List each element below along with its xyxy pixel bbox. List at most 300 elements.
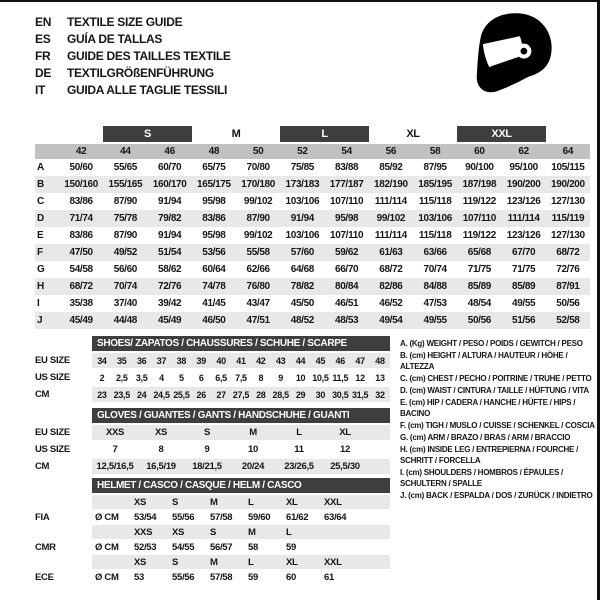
language-code: DE (35, 66, 52, 80)
textile-row-c (35, 193, 590, 210)
table-cell: S (203, 427, 211, 438)
table-cell: 103/106 (285, 230, 320, 241)
table-cell: 50/60 (69, 162, 93, 173)
table-cell: 48/52 (290, 315, 315, 326)
table-cell: 42 (256, 355, 266, 366)
table-cell: 85/89 (467, 281, 492, 292)
row-label: FIA (35, 511, 50, 523)
table-cell: 103/106 (418, 213, 452, 224)
table-cell: 59 (286, 541, 296, 553)
table-cell: 10 (295, 372, 306, 383)
table-cell: 60 (286, 571, 296, 583)
shoes-table-rows (35, 353, 390, 402)
table-cell: 4 (159, 372, 164, 383)
table-cell: 66/70 (334, 264, 359, 275)
table-cell: 59/62 (334, 247, 359, 258)
table-cell: 55/65 (113, 162, 138, 173)
legend-item: D. (cm) WAIST / CINTURA / TAILLE / HÜFTUNG / VITA (400, 386, 589, 395)
table-cell: XL (339, 427, 351, 438)
table-cell: 91/94 (290, 213, 315, 224)
row-area (92, 540, 390, 554)
table-cell: 84/88 (423, 281, 447, 292)
column-header: 54 (341, 146, 352, 157)
helmet-row (35, 570, 390, 584)
helmet-table-rows (35, 495, 390, 584)
row-label: CM (35, 461, 50, 472)
table-cell: S (210, 526, 217, 538)
shoes-row (35, 353, 390, 368)
table-cell: 123/126 (506, 196, 541, 207)
table-cell: 45/49 (69, 315, 93, 326)
table-cell: XL (286, 496, 298, 508)
legend-item: F. (cm) TIGH / MUSLO / CUISSE / SCHENKEL / COSCIA (400, 421, 595, 430)
legend-item: C. (cm) CHEST / PECHO / POITRINE / TRUHE / PETTO (400, 374, 592, 383)
column-header: 48 (208, 146, 220, 157)
column-header: 62 (518, 146, 529, 157)
row-area (92, 442, 390, 457)
table-cell: 57/58 (210, 511, 233, 523)
gloves-table-title: GLOVES / GUANTES / GANTS / HANDSCHUHE / GUANTI (92, 408, 390, 423)
table-cell: 56/60 (113, 264, 138, 275)
table-cell: 25,5/30 (330, 461, 360, 472)
table-cell: 57/60 (290, 247, 315, 258)
size-group-l: L (280, 126, 369, 142)
shoes-row (35, 387, 390, 402)
guide-title: GUIDA ALLE TAGLIE TESSILI (67, 83, 228, 97)
textile-row-f (35, 244, 590, 261)
column-header: 52 (297, 146, 308, 157)
legend-item: J. (cm) BACK / ESPALDA / DOS / ZURÜCK / INDIETRO (400, 491, 593, 500)
table-cell: XXL (324, 496, 342, 508)
table-cell: 75/78 (113, 213, 138, 224)
table-cell: XXL (324, 556, 342, 568)
table-cell: 26 (196, 389, 206, 400)
language-code: IT (35, 83, 46, 97)
table-cell: 34 (97, 355, 107, 366)
table-cell: 36 (136, 355, 147, 366)
row-label: A (37, 162, 44, 173)
table-cell: XS (154, 427, 168, 438)
table-cell: 91/94 (157, 196, 182, 207)
table-cell: 115/118 (418, 230, 452, 241)
table-cell: 56/57 (210, 541, 233, 553)
table-cell: 115/119 (551, 213, 585, 224)
table-cell: 52/58 (556, 315, 580, 326)
table-cell: XS (134, 496, 147, 508)
table-cell: 2,5 (115, 372, 128, 383)
table-cell: 9 (278, 372, 284, 383)
table-cell: 65/75 (202, 162, 226, 173)
table-cell: 10,5 (312, 372, 329, 383)
table-cell: 127/130 (551, 230, 585, 241)
table-cell: 72/76 (157, 281, 182, 292)
table-cell: 71/74 (69, 213, 93, 224)
row-label: EU SIZE (35, 355, 70, 366)
legend-item: G. (cm) ARM / BRAZO / BRAS / ARM / BRACCIO (400, 433, 571, 442)
table-cell: 95/98 (334, 213, 359, 224)
table-cell: 72/76 (556, 264, 580, 275)
table-cell: 9 (204, 444, 210, 455)
row-area (92, 425, 390, 440)
row-area (92, 353, 390, 368)
gloves-table (35, 408, 390, 476)
size-group-xxl: XXL (457, 126, 546, 142)
table-cell: 28 (256, 389, 266, 400)
table-cell: 45 (315, 355, 326, 366)
table-cell: 47/50 (69, 247, 93, 258)
table-cell: 85/92 (379, 162, 403, 173)
table-cell: 55/56 (172, 571, 195, 583)
language-row (35, 65, 231, 82)
shoes-table-title: SHOES/ ZAPATOS / CHAUSSURES / SCHUHE / SCARPE (92, 336, 390, 351)
table-cell: 48/53 (334, 315, 359, 326)
table-cell: 70/80 (246, 162, 270, 173)
table-cell: 10 (248, 444, 258, 455)
table-cell: 23 (97, 389, 107, 400)
table-cell: 46/51 (334, 298, 359, 309)
language-code: ES (35, 32, 51, 46)
gloves-row (35, 459, 390, 474)
table-cell: 7 (112, 444, 118, 455)
table-cell: M (210, 496, 218, 508)
row-label: US SIZE (35, 372, 70, 383)
helmet-row (35, 555, 390, 569)
row-label: G (37, 264, 45, 275)
table-cell: 25,5 (173, 389, 190, 400)
language-row (35, 31, 231, 48)
table-cell: 95/100 (509, 162, 538, 173)
table-cell: 60/64 (202, 264, 226, 275)
table-cell: 70/74 (113, 281, 138, 292)
table-cell: 105/115 (551, 162, 585, 173)
row-label: EU SIZE (35, 427, 70, 438)
table-cell: 83/86 (69, 230, 93, 241)
language-row (35, 14, 231, 31)
table-cell: 87/90 (246, 213, 270, 224)
table-cell: 87/95 (423, 162, 447, 173)
table-cell: 52/53 (134, 541, 157, 553)
size-group-xl: XL (406, 128, 420, 140)
table-cell: 37/40 (113, 298, 138, 309)
table-cell: XXS (134, 526, 153, 538)
guide-title: GUIDE DES TAILLES TEXTILE (67, 49, 231, 63)
table-cell: 30 (315, 389, 326, 400)
table-cell: 48 (375, 355, 385, 366)
row-label: US SIZE (35, 444, 70, 455)
table-cell: 150/160 (64, 179, 98, 190)
table-cell: 43/47 (246, 298, 270, 309)
table-cell: 7,5 (235, 372, 247, 383)
table-cell: 107/110 (330, 196, 364, 207)
table-cell: 46 (335, 355, 345, 366)
table-cell: 99/102 (243, 230, 273, 241)
table-cell: 23/26,5 (284, 461, 314, 472)
table-cell: 35 (117, 355, 127, 366)
helmet-row (35, 525, 390, 539)
table-cell: 119/122 (462, 196, 496, 207)
table-cell: 107/110 (462, 213, 496, 224)
table-cell: 29 (295, 389, 306, 400)
table-cell: 64/68 (290, 264, 315, 275)
table-cell: 68/72 (556, 247, 580, 258)
table-cell: 127/130 (551, 196, 585, 207)
helmet-icon (468, 8, 556, 96)
table-cell: 57/58 (210, 571, 233, 583)
legend-item: I. (cm) SHOULDERS / HOMBROS / ÉPAULES / SCHULTERN / SPALLE (400, 468, 564, 488)
column-header: 58 (429, 146, 441, 157)
textile-row-e (35, 227, 590, 244)
table-cell: 91/94 (157, 230, 182, 241)
table-cell: 87/90 (113, 230, 138, 241)
table-cell: 53/56 (202, 247, 226, 258)
table-cell: Ø CM (95, 571, 119, 583)
table-cell: 119/122 (462, 230, 496, 241)
table-cell: 95/98 (202, 230, 226, 241)
table-cell: 43 (275, 355, 286, 366)
table-cell: 79/82 (157, 213, 182, 224)
row-label: J (37, 315, 43, 326)
language-row (35, 82, 231, 99)
table-cell: 31,5 (351, 389, 369, 400)
table-cell: M (210, 556, 218, 568)
shoes-table (35, 336, 390, 404)
table-cell: 83/86 (69, 196, 93, 207)
table-cell: 55/56 (172, 511, 195, 523)
row-label: D (37, 213, 44, 224)
language-code: EN (35, 15, 52, 29)
table-cell: 87/91 (556, 281, 580, 292)
size-group-s: S (103, 126, 192, 142)
table-cell: L (248, 496, 254, 508)
gloves-row (35, 442, 390, 457)
table-cell: 44/48 (113, 315, 138, 326)
table-cell: 123/126 (506, 230, 541, 241)
legend-item: A. (Kg) WEIGHT / PESO / POIDS / GEWITCH / PESO (400, 339, 583, 348)
row-label: ECE (35, 571, 54, 583)
table-cell: 51/54 (157, 247, 182, 258)
table-cell: 190/200 (551, 179, 585, 190)
shoes-row (35, 370, 390, 385)
textile-row-a (35, 159, 590, 176)
table-cell: 71/75 (511, 264, 536, 275)
column-header: 42 (75, 146, 87, 157)
table-cell: 173/183 (285, 179, 320, 190)
table-cell: 39 (196, 355, 206, 366)
row-area (92, 555, 390, 569)
table-cell: 190/200 (506, 179, 541, 190)
table-cell: XL (286, 556, 298, 568)
table-cell: 54/55 (172, 541, 195, 553)
table-cell: 12 (340, 444, 350, 455)
helmet-row (35, 540, 390, 554)
table-cell: 50/56 (556, 298, 580, 309)
table-cell: 63/66 (423, 247, 447, 258)
table-cell: 45/50 (290, 298, 315, 309)
table-cell: 177/187 (329, 179, 364, 190)
table-cell: XXS (105, 427, 125, 438)
table-cell: 185/195 (418, 179, 452, 190)
row-label: C (37, 196, 44, 207)
table-cell: L (248, 556, 254, 568)
guide-title: GUÍA DE TALLAS (67, 32, 163, 46)
table-cell: 50/56 (467, 315, 492, 326)
column-header: 60 (474, 146, 485, 157)
table-cell: 5 (179, 372, 184, 383)
table-cell: 165/175 (197, 179, 231, 190)
language-code: FR (35, 49, 51, 63)
table-cell: 47/51 (246, 315, 270, 326)
table-cell: 68/72 (69, 281, 93, 292)
column-header: 56 (385, 146, 397, 157)
table-cell: 45/49 (157, 315, 182, 326)
gloves-table-rows (35, 425, 390, 474)
legend-item: E. (cm) HIP / CADERA / HANCHE / HÜFTE / HIPS / BACINO (400, 398, 576, 418)
table-cell: 90/100 (465, 162, 494, 173)
table-cell: 70/74 (423, 264, 447, 275)
table-cell: 160/170 (152, 179, 187, 190)
table-cell: 55/58 (246, 247, 270, 258)
column-header: 46 (164, 146, 175, 157)
language-row (35, 48, 231, 65)
table-cell: 111/114 (374, 196, 407, 207)
row-area (92, 495, 390, 509)
textile-size-table (35, 126, 590, 329)
textile-row-d (35, 210, 590, 227)
table-cell: 8 (258, 372, 264, 383)
row-label: E (37, 230, 44, 241)
row-label: I (37, 298, 40, 309)
table-cell: M (248, 526, 256, 538)
table-cell: 40 (216, 355, 226, 366)
table-cell: 18/21,5 (192, 461, 222, 472)
column-header: 64 (562, 146, 574, 157)
table-cell: Ø CM (95, 541, 119, 553)
row-area (92, 370, 390, 385)
table-cell: XS (134, 556, 147, 568)
row-area (92, 387, 390, 402)
row-label: CMR (35, 541, 56, 553)
row-area (92, 510, 390, 524)
table-cell: 68/72 (379, 264, 403, 275)
table-cell: 115/118 (418, 196, 452, 207)
table-cell: 6,5 (215, 372, 227, 383)
table-cell: 74/78 (202, 281, 226, 292)
table-cell: M (249, 427, 257, 438)
row-label: F (37, 247, 43, 258)
table-cell: 76/80 (246, 281, 270, 292)
table-cell: 62/66 (246, 264, 270, 275)
table-cell: 95/98 (202, 196, 226, 207)
table-cell: 182/190 (374, 179, 408, 190)
table-cell: 71/75 (467, 264, 492, 275)
table-cell: 80/84 (334, 281, 359, 292)
table-cell: 111/114 (374, 230, 407, 241)
table-cell: 83/88 (334, 162, 359, 173)
textile-row-j (35, 312, 590, 329)
table-cell: 111/114 (507, 213, 540, 224)
table-cell: 23,5 (113, 389, 130, 400)
table-cell: 27 (216, 389, 226, 400)
table-cell: S (172, 496, 179, 508)
table-cell: 38 (176, 355, 187, 366)
guide-title: TEXTILGRÖßENFÜHRUNG (67, 66, 214, 80)
helmet-row (35, 495, 390, 509)
table-cell: 67/70 (511, 247, 536, 258)
table-cell: 155/165 (108, 179, 143, 190)
row-label: CM (35, 389, 50, 400)
helmet-table-title: HELMET / CASCO / CASQUE / HELM / CASCO (92, 478, 390, 493)
helmet-table (35, 478, 390, 585)
table-cell: 12,5/16,5 (96, 461, 134, 472)
table-cell: 3,5 (135, 372, 148, 383)
table-cell: 87/90 (113, 196, 138, 207)
table-cell: 30,5 (332, 389, 349, 400)
size-group-row (35, 126, 590, 142)
table-cell: 103/106 (285, 196, 320, 207)
table-cell: 37 (156, 355, 167, 366)
column-header: 50 (252, 146, 264, 157)
table-cell: L (286, 526, 292, 538)
table-cell: L (296, 427, 302, 438)
table-cell: S (172, 556, 179, 568)
table-cell: 107/110 (330, 230, 364, 241)
table-cell: 35/38 (69, 298, 93, 309)
table-cell: 53 (134, 571, 144, 583)
size-group-m: M (231, 128, 241, 140)
table-cell: 59 (248, 571, 258, 583)
table-cell: 60/70 (157, 162, 182, 173)
table-cell: 63/64 (324, 511, 347, 523)
table-cell: 58/62 (157, 264, 182, 275)
table-cell: 49/52 (113, 247, 138, 258)
table-cell: 47/53 (423, 298, 447, 309)
table-cell: 16,5/19 (146, 461, 176, 472)
table-cell: 49/55 (423, 315, 447, 326)
table-cell: 61/62 (286, 511, 309, 523)
table-cell: 99/102 (376, 213, 406, 224)
table-cell: 170/180 (241, 179, 275, 190)
row-area (92, 570, 390, 584)
table-cell: 49/55 (511, 298, 536, 309)
table-cell: 82/86 (379, 281, 403, 292)
table-cell: 75/85 (290, 162, 315, 173)
textile-row-h (35, 278, 590, 295)
table-cell: 2 (99, 372, 105, 383)
textile-row-i (35, 295, 590, 312)
table-cell: 27,5 (232, 389, 250, 400)
measurement-legend (400, 338, 597, 502)
table-cell: 48/54 (467, 298, 492, 309)
table-cell: 24 (136, 389, 147, 400)
row-label: H (37, 281, 44, 292)
table-cell: 61/63 (379, 247, 403, 258)
guide-title: TEXTILE SIZE GUIDE (67, 15, 183, 29)
table-cell: 24,5 (153, 389, 170, 400)
textile-row-b (35, 176, 590, 193)
helmet-row (35, 510, 390, 524)
table-cell: 85/89 (511, 281, 536, 292)
table-cell: 59/60 (248, 511, 271, 523)
table-cell: 53/54 (134, 511, 157, 523)
table-cell: 46/52 (379, 298, 403, 309)
language-title-block (35, 14, 231, 99)
table-cell: 49/54 (379, 315, 403, 326)
table-cell: 65/68 (467, 247, 492, 258)
table-cell: 11,5 (332, 372, 349, 383)
column-header-row (35, 144, 590, 159)
table-cell: 46/50 (202, 315, 226, 326)
table-cell: Ø CM (95, 511, 119, 523)
